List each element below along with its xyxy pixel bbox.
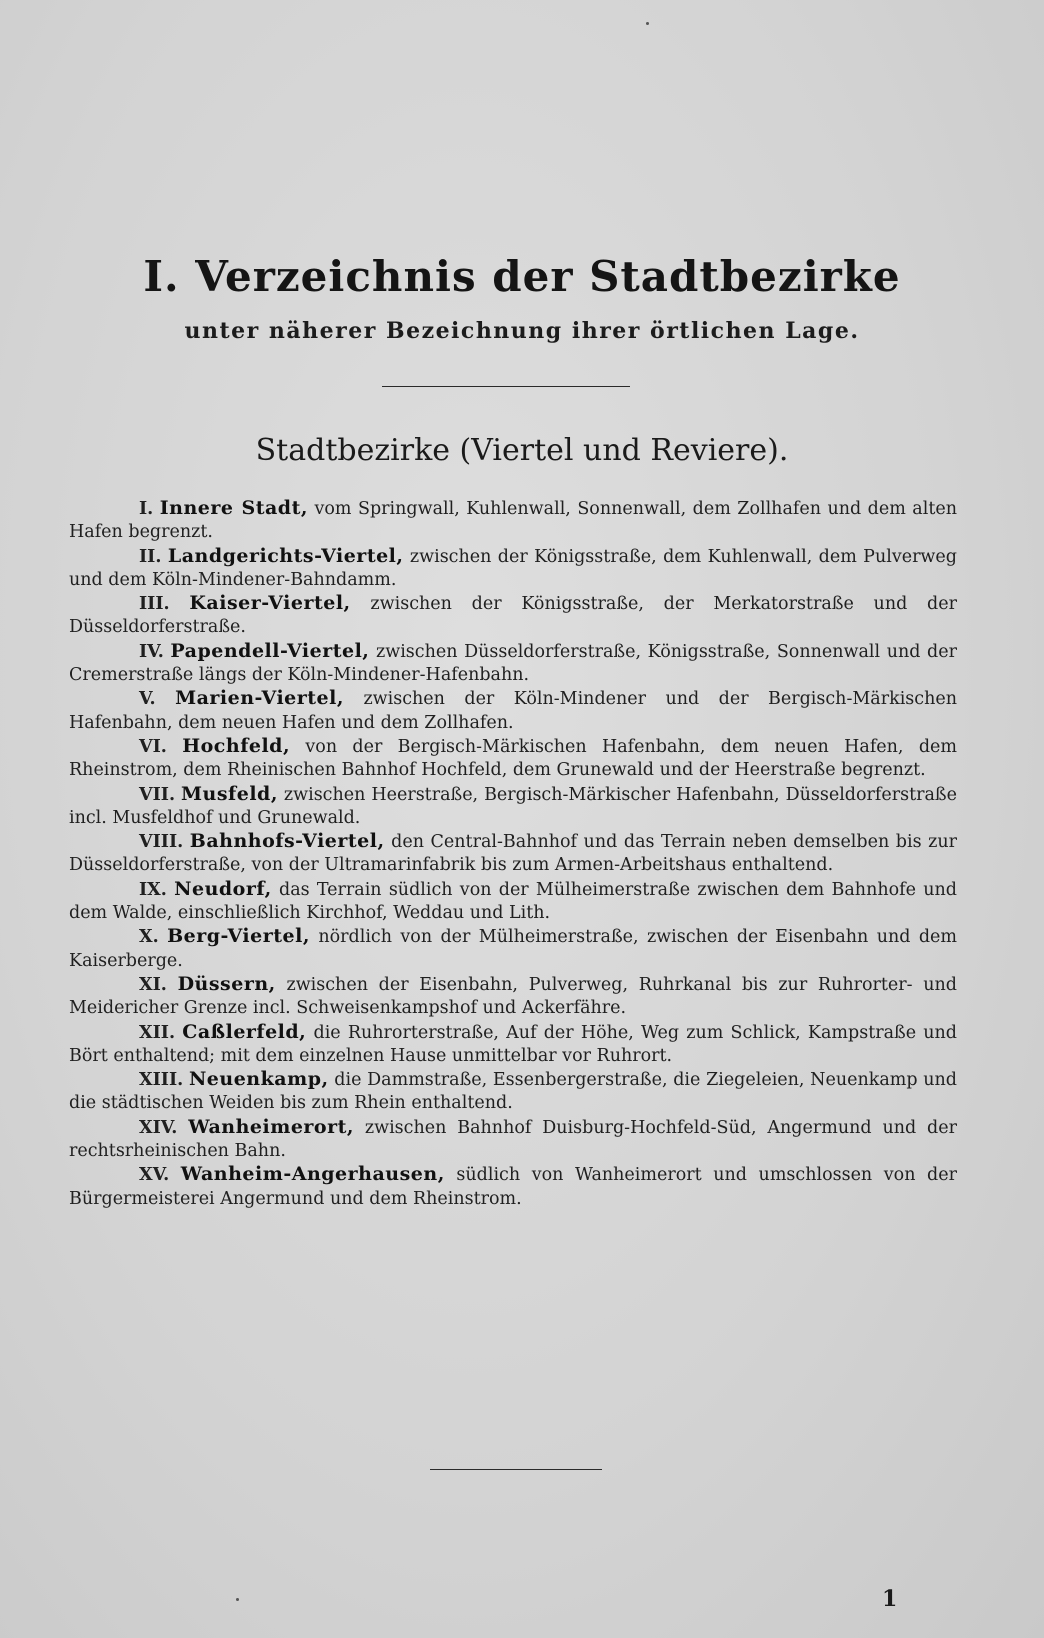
district-entry <box>69 973 957 1021</box>
entry-name: Kaiser-Viertel, <box>189 592 351 615</box>
district-list <box>69 497 957 1211</box>
entry-number: XII. <box>139 1022 176 1043</box>
entry-name: Neudorf, <box>174 877 272 900</box>
entry-number: III. <box>139 594 170 615</box>
district-entry <box>69 1021 957 1069</box>
entry-text: den Central-Bahnhof und das Terrain neben demselben bis zur Düsseldorferstraße, von der Ultramarinfabrik bis zum Armen-Arbeitshaus enthaltend. <box>69 832 957 876</box>
entry-number: XV. <box>139 1165 170 1186</box>
district-entry <box>69 783 957 831</box>
entry-number: VIII. <box>139 832 184 853</box>
entry-number: I. <box>139 499 154 519</box>
entry-text: nördlich von der Mülheimerstraße, zwischen der Eisenbahn und dem Kaiserberge. <box>69 927 957 971</box>
entry-name: Caßlerfeld, <box>182 1020 307 1043</box>
entry-name: Landgerichts-Viertel, <box>167 544 404 567</box>
district-entry <box>69 735 957 783</box>
entry-name: Berg-Viertel, <box>167 925 310 948</box>
print-speck <box>646 22 649 25</box>
entry-name: Papendell-Viertel, <box>170 639 370 662</box>
page-number: 1 <box>882 1586 898 1612</box>
entry-number: V. <box>139 689 156 710</box>
entry-text: zwischen der Königsstraße, dem Kuhlenwall, dem Pulverweg und dem Köln-Mindener-Bahndamm. <box>69 546 957 590</box>
district-entry <box>69 1068 957 1116</box>
district-entry <box>69 1116 957 1164</box>
entry-name: Neuenkamp, <box>188 1068 329 1091</box>
entry-number: XIV. <box>139 1117 178 1138</box>
entry-number: II. <box>139 546 162 567</box>
entry-text: südlich von Wanheimerort und umschlossen von der Bürgermeisterei Angermund und dem Rheinstrom. <box>69 1165 957 1209</box>
print-speck <box>236 1598 239 1601</box>
entry-name: Musfeld, <box>181 782 278 805</box>
entry-text: zwischen der Eisenbahn, Pulverweg, Ruhrkanal bis zur Ruhrorter- und Meidericher Grenze incl. Schweisenkampshof und Ackerfähre. <box>69 974 957 1019</box>
entry-name: Marien-Viertel, <box>175 687 344 710</box>
district-entry <box>69 687 957 735</box>
section-heading: Stadtbezirke (Viertel und Reviere). <box>255 433 789 468</box>
entry-text: zwischen Düsseldorferstraße, Königsstraße, Sonnenwall und der Cremerstraße längs der Köln-Mindener-Hafenbahn. <box>69 641 957 686</box>
entry-name: Hochfeld, <box>182 734 291 757</box>
entry-text: zwischen der Köln-Mindener und der Bergisch-Märkischen Hafenbahn, dem neuen Hafen und dem Zollhafen. <box>69 689 957 733</box>
divider-rule-bottom <box>430 1469 602 1470</box>
district-entry <box>69 1163 957 1211</box>
entry-number: IX. <box>139 879 167 900</box>
page-title: I. Verzeichnis der Stadtbezirke <box>143 252 901 301</box>
entry-name: Innere Stadt, <box>159 497 308 519</box>
entry-number: IV. <box>139 641 164 662</box>
divider-rule-top <box>382 386 630 387</box>
entry-text: zwischen Bahnhof Duisburg-Hochfeld-Süd, Angermund und der rechtsrheinischen Bahn. <box>69 1117 957 1162</box>
entry-text: die Ruhrorterstraße, Auf der Höhe, Weg zum Schlick, Kampstraße und Bört enthaltend; mit dem einzelnen Hause unmittelbar vor Ruhrort. <box>69 1022 957 1066</box>
entry-number: XI. <box>139 974 167 995</box>
entry-name: Wanheimerort, <box>188 1115 354 1138</box>
entry-text: zwischen Heerstraße, Bergisch-Märkischer Hafenbahn, Düsseldorferstraße incl. Musfeldhof und Grunewald. <box>69 784 957 828</box>
district-entry <box>69 592 957 640</box>
district-entry <box>69 545 957 593</box>
entry-number: X. <box>139 927 159 948</box>
district-entry <box>69 830 957 878</box>
district-entry <box>69 878 957 926</box>
district-entry <box>69 640 957 688</box>
entry-text: zwischen der Königsstraße, der Merkatorstraße und der Düsseldorferstraße. <box>69 594 957 638</box>
entry-name: Bahnhofs-Viertel, <box>189 830 385 853</box>
page-subtitle: unter näherer Bezeichnung ihrer örtlichen Lage. <box>184 318 860 344</box>
entry-number: VII. <box>139 784 176 805</box>
entry-text: vom Springwall, Kuhlenwall, Sonnenwall, dem Zollhafen und dem alten Hafen begrenzt. <box>69 499 957 543</box>
entry-text: die Dammstraße, Essenbergerstraße, die Ziegeleien, Neuenkamp und die städtischen Weiden bis zum Rhein enthaltend. <box>69 1070 957 1114</box>
entry-name: Düssern, <box>177 972 276 995</box>
entry-name: Wanheim-Angerhausen, <box>180 1163 445 1186</box>
district-entry <box>69 497 957 545</box>
district-entry <box>69 925 957 973</box>
entry-number: VI. <box>139 736 167 757</box>
entry-number: XIII. <box>139 1070 184 1091</box>
entry-text: das Terrain südlich von der Mülheimerstraße zwischen dem Bahnhofe und dem Walde, einschließlich Kirchhof, Weddau und Lith. <box>69 879 957 924</box>
entry-text: von der Bergisch-Märkischen Hafenbahn, dem neuen Hafen, dem Rheinstrom, dem Rheinischen Bahnhof Hochfeld, dem Grunewald und der Heerstraße begrenzt. <box>69 736 957 781</box>
